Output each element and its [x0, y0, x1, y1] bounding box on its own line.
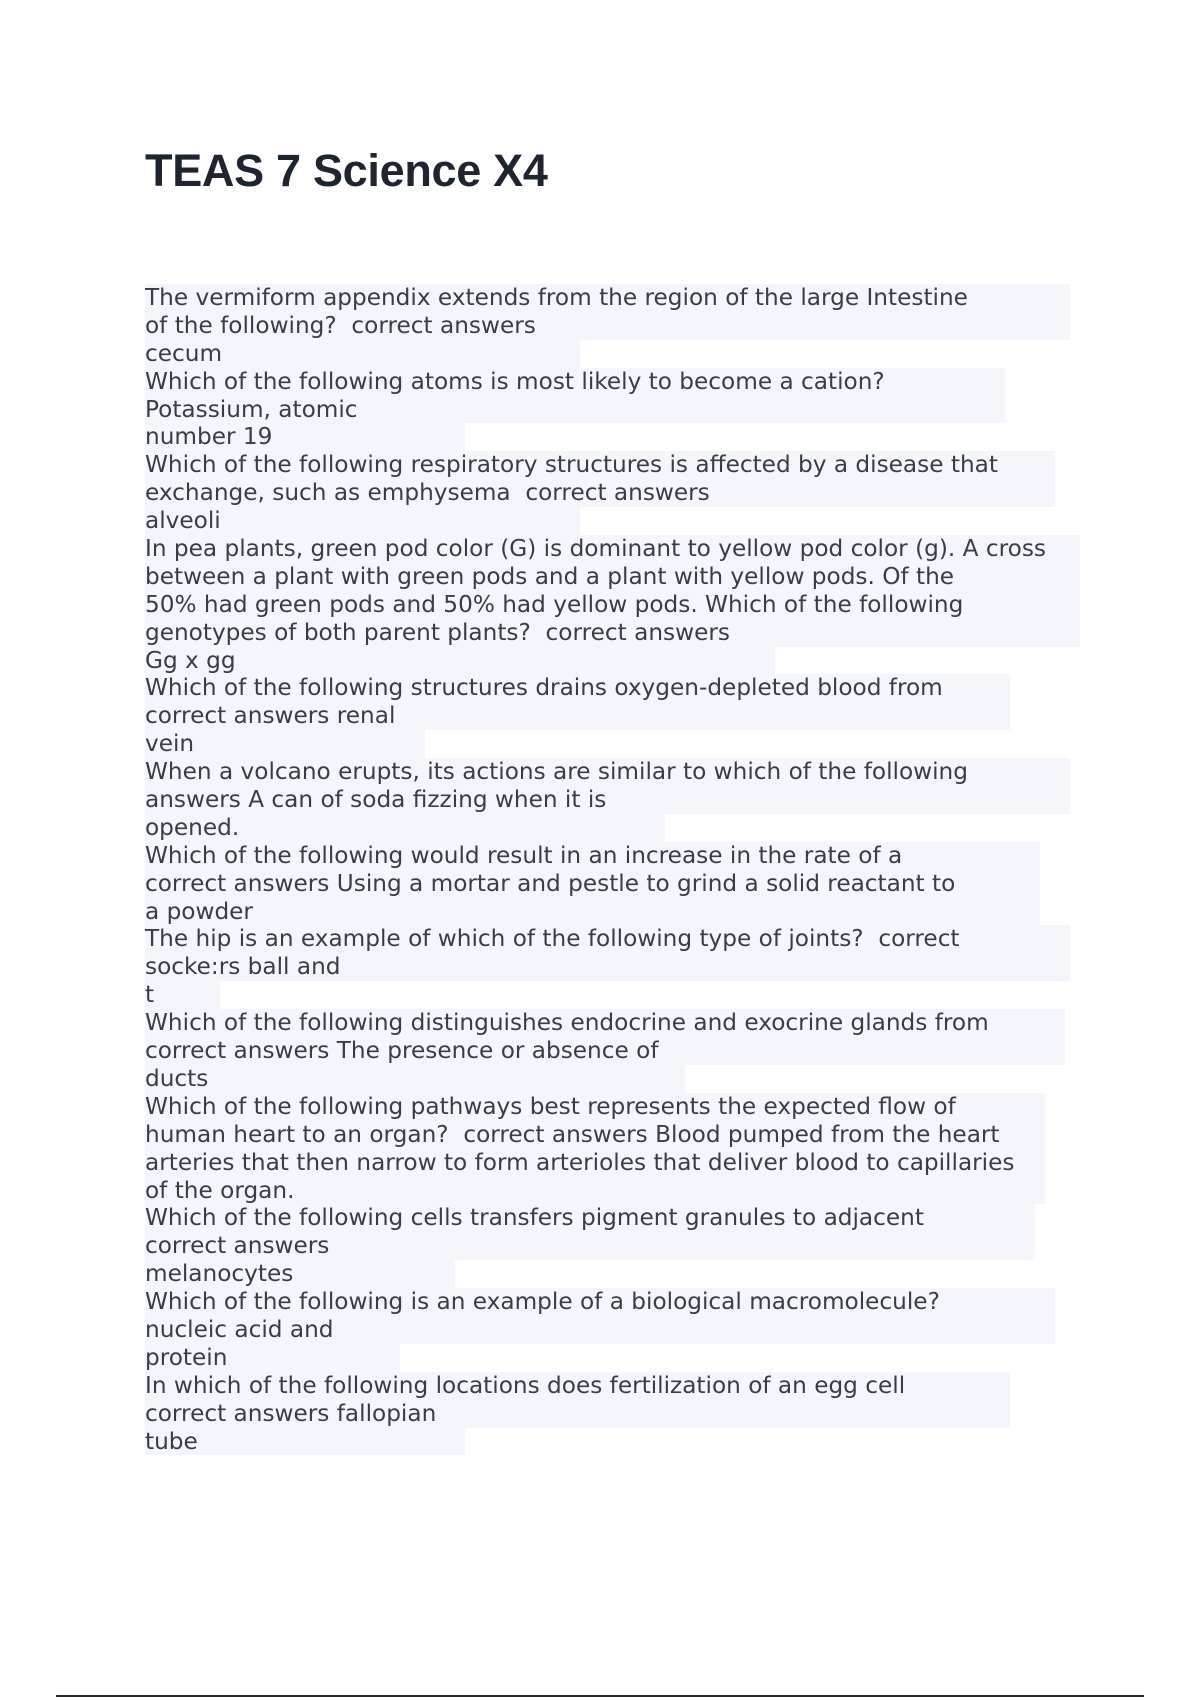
line-text: Which of the following pathways best represents the expected flow of	[145, 1092, 956, 1120]
text-line	[145, 340, 1155, 368]
line-text: nucleic acid and	[145, 1315, 334, 1343]
text-line	[145, 1121, 1155, 1149]
text-line	[145, 1428, 1155, 1456]
text-line	[145, 591, 1155, 619]
document-body	[145, 284, 1155, 1455]
line-text: correct answers renal	[145, 702, 396, 730]
text-line	[145, 1232, 1155, 1260]
line-text: The vermiform appendix extends from the region of the large Intestine	[145, 284, 968, 311]
line-text: The hip is an example of which of the following type of joints? correct	[145, 925, 960, 953]
text-line	[145, 368, 1155, 396]
line-text: Which of the following atoms is most likely to become a cation?	[145, 367, 885, 395]
text-line	[145, 284, 1155, 312]
line-text: correct answers The presence or absence of	[145, 1037, 659, 1065]
text-line	[145, 981, 1155, 1009]
text-line	[145, 758, 1155, 786]
text-line	[145, 1260, 1155, 1288]
line-text: correct answers	[145, 1232, 330, 1260]
line-text: t	[145, 981, 155, 1009]
line-text: correct answers fallopian	[145, 1399, 437, 1427]
text-line	[145, 674, 1155, 702]
text-line	[145, 925, 1155, 953]
line-text: Potassium, atomic	[145, 395, 358, 423]
text-line	[145, 312, 1155, 340]
line-text: ducts	[145, 1064, 209, 1092]
line-text: a powder	[145, 897, 253, 925]
text-line	[145, 396, 1155, 424]
line-text: socke:rs ball and	[145, 953, 341, 981]
text-line	[145, 423, 1155, 451]
line-text: In pea plants, green pod color (G) is dominant to yellow pod color (g). A cross	[145, 535, 1046, 563]
text-line	[145, 479, 1155, 507]
line-text: Which of the following would result in an increase in the rate of a	[145, 841, 903, 869]
line-text: answers A can of soda fizzing when it is	[145, 786, 607, 814]
text-line	[145, 1400, 1155, 1428]
text-line	[145, 730, 1155, 758]
text-line	[145, 842, 1155, 870]
footer-divider	[56, 1695, 1144, 1697]
line-text: Which of the following is an example of a biological macromolecule?	[145, 1288, 940, 1316]
text-line	[145, 1009, 1155, 1037]
line-text: correct answers Using a mortar and pestle to grind a solid reactant to	[145, 869, 956, 897]
text-line	[145, 1065, 1155, 1093]
page-title: TEAS 7 Science X4	[145, 145, 548, 196]
line-highlight	[145, 898, 1040, 926]
line-text: In which of the following locations does fertilization of an egg cell	[145, 1371, 906, 1399]
text-line	[145, 507, 1155, 535]
text-line	[145, 702, 1155, 730]
line-text: human heart to an organ? correct answers Blood pumped from the heart	[145, 1120, 1000, 1148]
line-text: Which of the following cells transfers pigment granules to adjacent	[145, 1204, 924, 1232]
line-text: opened.	[145, 813, 240, 841]
line-text: genotypes of both parent plants? correct answers	[145, 618, 730, 646]
line-text: Which of the following distinguishes endocrine and exocrine glands from	[145, 1009, 989, 1037]
line-text: arteries that then narrow to form arterioles that deliver blood to capillaries	[145, 1148, 1015, 1176]
line-text: number 19	[145, 423, 273, 451]
line-text: 50% had green pods and 50% had yellow pods. Which of the following	[145, 590, 964, 618]
text-line	[145, 1316, 1155, 1344]
text-line	[145, 1204, 1155, 1232]
text-line	[145, 647, 1155, 675]
line-text: tube	[145, 1427, 198, 1455]
line-text: melanocytes	[145, 1260, 294, 1288]
text-line	[145, 953, 1155, 981]
line-text: alveoli	[145, 507, 221, 535]
line-text: When a volcano erupts, its actions are similar to which of the following	[145, 758, 968, 786]
line-text: exchange, such as emphysema correct answers	[145, 479, 710, 507]
text-line	[145, 1372, 1155, 1400]
line-highlight	[145, 647, 775, 675]
line-text: of the following? correct answers	[145, 311, 536, 339]
text-line	[145, 535, 1155, 563]
text-line	[145, 814, 1155, 842]
line-text: protein	[145, 1343, 228, 1371]
line-text: Which of the following structures drains oxygen-depleted blood from	[145, 674, 943, 702]
line-text: cecum	[145, 339, 223, 367]
text-line	[145, 563, 1155, 591]
line-text: Which of the following respiratory structures is affected by a disease that	[145, 451, 998, 479]
line-highlight	[145, 1065, 685, 1093]
text-line	[145, 1037, 1155, 1065]
line-text: between a plant with green pods and a plant with yellow pods. Of the	[145, 562, 955, 590]
text-line	[145, 1288, 1155, 1316]
text-line	[145, 1177, 1155, 1205]
line-text: of the organ.	[145, 1176, 295, 1204]
line-text: Gg x gg	[145, 646, 236, 674]
line-highlight	[145, 981, 220, 1009]
text-line	[145, 1344, 1155, 1372]
text-line	[145, 451, 1155, 479]
text-line	[145, 870, 1155, 898]
text-line	[145, 898, 1155, 926]
text-line	[145, 1149, 1155, 1177]
line-text: vein	[145, 730, 195, 758]
text-line	[145, 1093, 1155, 1121]
text-line	[145, 619, 1155, 647]
text-line	[145, 786, 1155, 814]
